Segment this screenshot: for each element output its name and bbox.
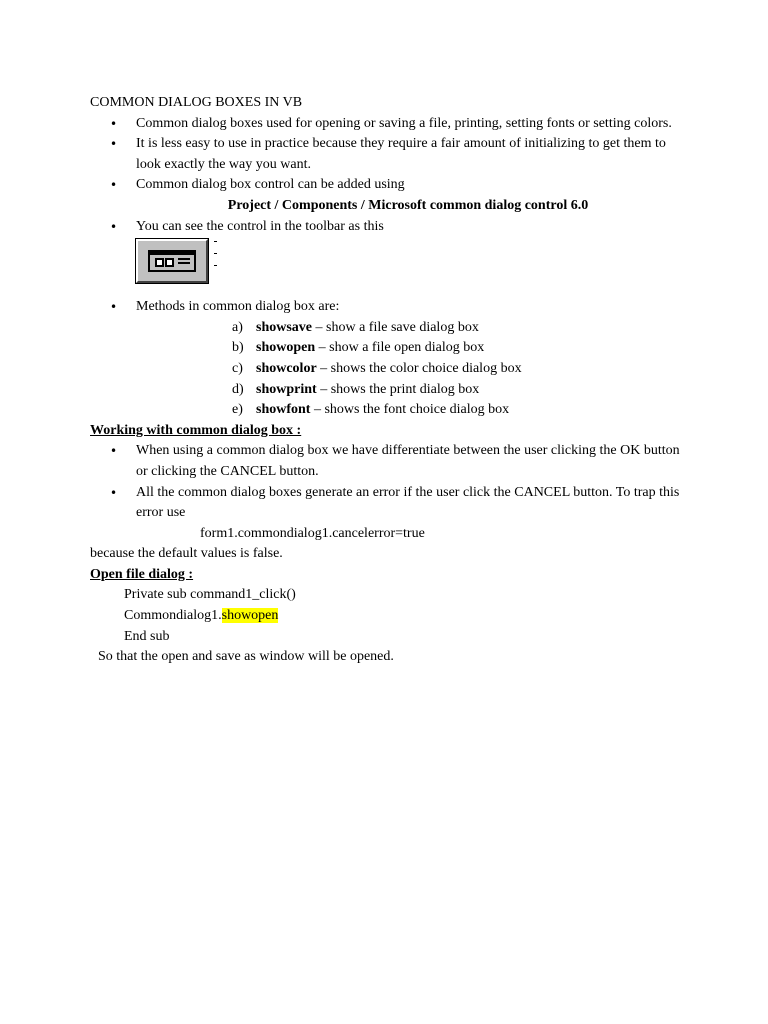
method-desc: – shows the color choice dialog box bbox=[316, 360, 522, 376]
method-desc: – show a file save dialog box bbox=[312, 319, 479, 335]
bullet-item: • Common dialog box control can be added using bbox=[90, 175, 680, 196]
working-section-heading: Working with common dialog box : bbox=[90, 422, 302, 438]
bullet-item: • When using a common dialog box we have differentiate between the user clicking the OK button or clicking the CANCEL button. bbox=[90, 441, 680, 482]
method-desc: – shows the font choice dialog box bbox=[310, 402, 510, 418]
closing-sentence: So that the open and save as window will be opened. bbox=[98, 649, 394, 665]
bullet-item: • All the common dialog boxes generate an error if the user click the CANCEL button. To trap this error use bbox=[90, 483, 680, 524]
bullet-item: • Common dialog boxes used for opening or saving a file, printing, setting fonts or setting colors. bbox=[90, 114, 680, 135]
method-item bbox=[90, 338, 680, 359]
common-dialog-control-icon bbox=[136, 239, 208, 283]
method-name: showsave bbox=[256, 319, 313, 335]
method-name: showopen bbox=[256, 340, 316, 356]
bullet-item: • It is less easy to use in practice because they require a fair amount of initializing to get them to look exactly the way you want. bbox=[90, 134, 680, 175]
methods-list bbox=[90, 318, 680, 421]
document-content bbox=[90, 93, 680, 668]
method-item bbox=[90, 359, 680, 380]
open-section-heading: Open file dialog : bbox=[90, 566, 194, 582]
toolbar-edge-ticks bbox=[214, 241, 218, 277]
code-line: Private sub command1_click() bbox=[124, 587, 296, 603]
method-letter: b) bbox=[232, 340, 244, 356]
methods-bullet-list bbox=[90, 297, 680, 318]
method-name: showcolor bbox=[256, 360, 317, 376]
method-letter: e) bbox=[232, 402, 243, 418]
method-letter: d) bbox=[232, 381, 244, 397]
bullet-item: • You can see the control in the toolbar as this bbox=[90, 217, 680, 238]
code-line bbox=[124, 606, 680, 627]
menu-path: Project / Components / Microsoft common dialog control 6.0 bbox=[227, 197, 589, 213]
intro-bullet-list bbox=[90, 114, 680, 196]
method-desc: – show a file open dialog box bbox=[315, 340, 485, 356]
code-line: End sub bbox=[124, 628, 170, 644]
method-desc: – shows the print dialog box bbox=[316, 381, 480, 397]
dialog-window-glyph bbox=[148, 250, 196, 272]
method-item bbox=[90, 318, 680, 339]
toolbar-control-figure bbox=[90, 237, 680, 297]
code-block bbox=[90, 585, 680, 647]
method-item bbox=[90, 400, 680, 421]
method-item bbox=[90, 380, 680, 401]
code-prefix: Commondialog1. bbox=[124, 608, 222, 624]
working-bullet-list bbox=[90, 441, 680, 523]
document-title: COMMON DIALOG BOXES IN VB bbox=[90, 95, 303, 110]
highlighted-method: showopen bbox=[221, 608, 279, 624]
cancel-error-code: form1.commondialog1.cancelerror=true bbox=[200, 525, 425, 541]
cancel-note: because the default values is false. bbox=[90, 546, 283, 562]
bullet-item: • Methods in common dialog box are: bbox=[90, 297, 680, 318]
method-letter: a) bbox=[232, 319, 243, 335]
method-letter: c) bbox=[232, 360, 243, 376]
toolbar-bullet-list bbox=[90, 217, 680, 238]
method-name: showfont bbox=[256, 402, 311, 418]
method-name: showprint bbox=[256, 381, 317, 397]
